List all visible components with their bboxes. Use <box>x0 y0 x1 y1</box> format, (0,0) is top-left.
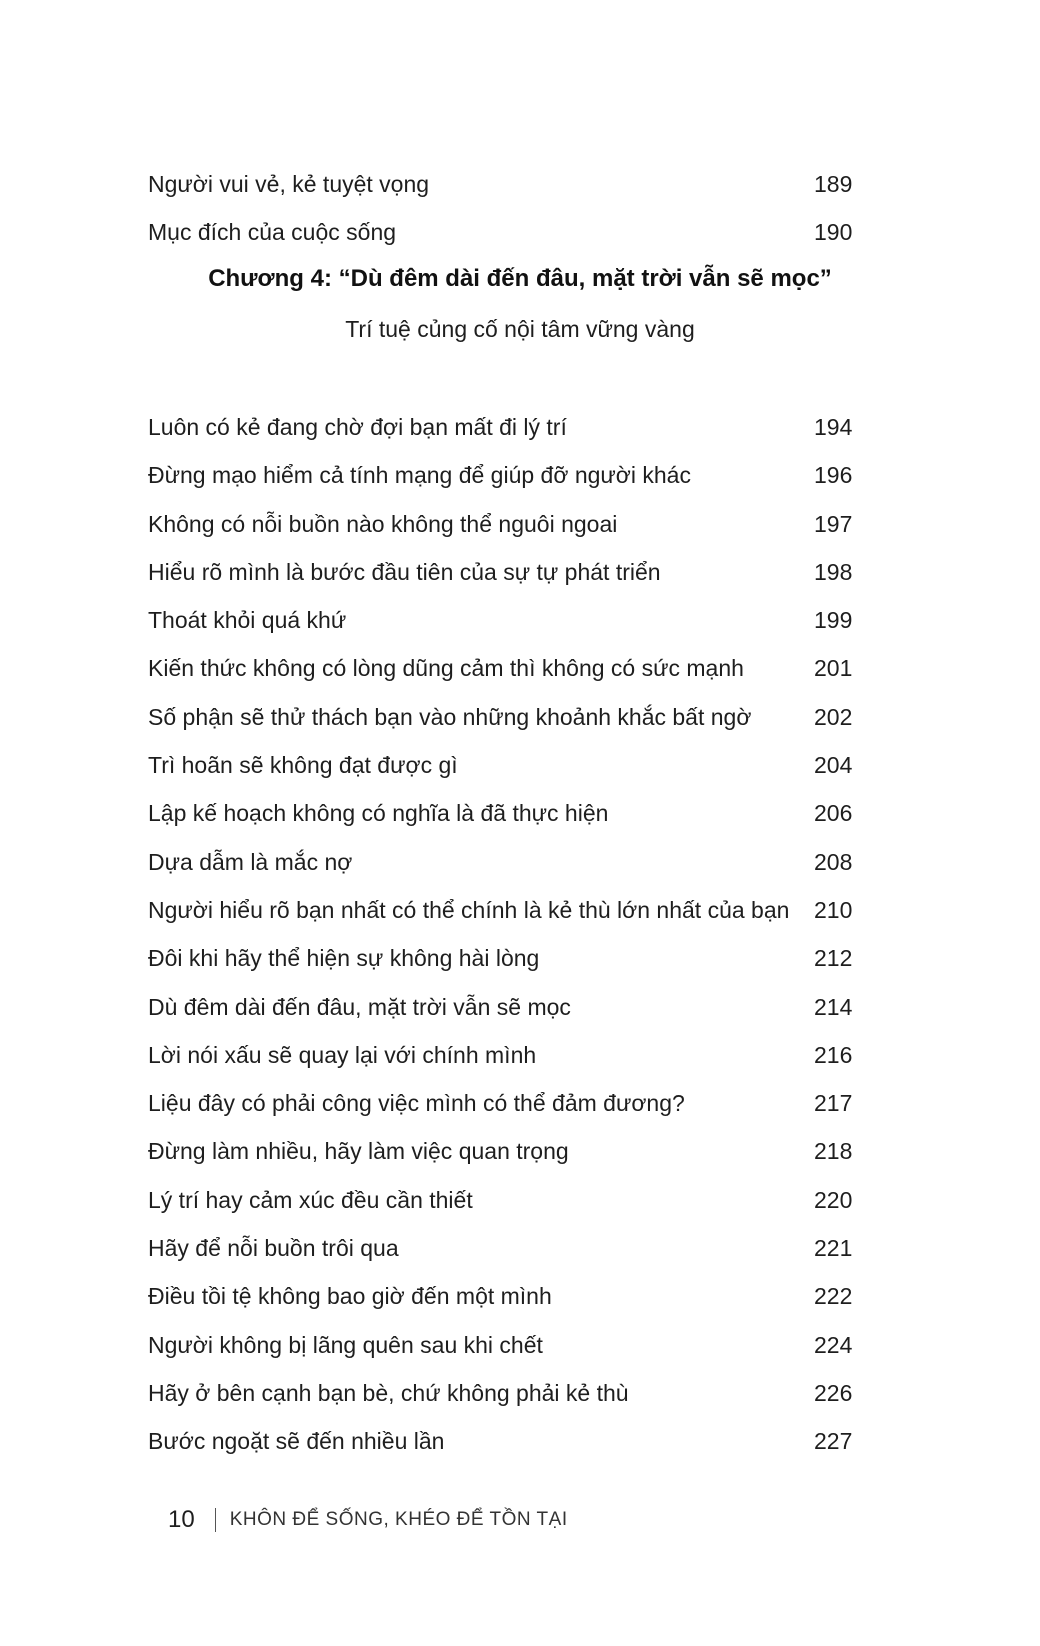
chapter-title: Chương 4: “Dù đêm dài đến đâu, mặt trời vẫn sẽ mọc” <box>208 265 832 292</box>
toc-entry-page: 201 <box>814 655 853 682</box>
toc-entry-title: Người vui vẻ, kẻ tuyệt vọng <box>148 171 430 197</box>
toc-entry <box>148 500 860 548</box>
toc-entry <box>148 741 860 789</box>
toc-entry <box>148 644 860 692</box>
toc-entry-title: Dựa dẫm là mắc nợ <box>148 848 353 875</box>
toc-entry <box>148 1369 860 1417</box>
toc-list-top <box>148 160 860 257</box>
toc-entry-page: 227 <box>814 1428 853 1455</box>
toc-entry-page: 218 <box>814 1138 853 1165</box>
toc-entry-title: Số phận sẽ thử thách bạn vào những khoảnh khắc bất ngờ <box>148 703 752 730</box>
toc-entry <box>148 1272 860 1320</box>
toc-entry <box>148 1224 860 1272</box>
toc-entry-page: 202 <box>814 703 853 730</box>
toc-entry-title: Lời nói xấu sẽ quay lại với chính mình <box>148 1041 537 1068</box>
toc-entry-page: 216 <box>814 1041 853 1068</box>
toc-entry-title: Đôi khi hãy thể hiện sự không hài lòng <box>148 945 540 972</box>
toc-entry-page: 221 <box>814 1235 853 1262</box>
toc-entry <box>148 693 860 741</box>
toc-entry-page: 198 <box>814 558 853 585</box>
toc-entry-title: Đừng mạo hiểm cả tính mạng để giúp đỡ người khác <box>148 462 691 489</box>
toc-entry-title: Người hiểu rõ bạn nhất có thể chính là kẻ thù lớn nhất của bạn <box>148 896 790 923</box>
chapter-subtitle: Trí tuệ củng cố nội tâm vững vàng <box>345 316 695 342</box>
toc-entry-page: 226 <box>814 1379 853 1406</box>
toc-entry-title: Lập kế hoạch không có nghĩa là đã thực hiện <box>148 800 609 827</box>
toc-entry-title: Không có nỗi buồn nào không thể nguôi ngoai <box>148 510 618 537</box>
toc-entry-page: 189 <box>814 171 853 197</box>
toc-list-main <box>148 403 860 1466</box>
toc-entry <box>148 1417 860 1465</box>
footer-book-title: KHÔN ĐỂ SỐNG, KHÉO ĐỂ TỒN TẠI <box>229 1509 568 1530</box>
toc-entry <box>148 789 860 837</box>
toc-entry-page: 199 <box>814 607 853 634</box>
toc-entry-page: 222 <box>814 1283 853 1310</box>
toc-entry-title: Liệu đây có phải công việc mình có thể đảm đương? <box>148 1090 685 1117</box>
footer-page-number: 10 <box>168 1506 195 1533</box>
page-footer <box>168 1500 568 1540</box>
toc-entry-page: 217 <box>814 1090 853 1117</box>
toc-entry <box>148 934 860 982</box>
toc-entry-title: Lý trí hay cảm xúc đều cần thiết <box>148 1186 473 1213</box>
toc-entry-title: Điều tồi tệ không bao giờ đến một mình <box>148 1283 552 1310</box>
toc-entry <box>148 886 860 934</box>
toc-entry-title: Trì hoãn sẽ không đạt được gì <box>148 752 458 779</box>
toc-entry <box>148 1176 860 1224</box>
toc-entry-page: 206 <box>814 800 853 827</box>
toc-entry <box>148 548 860 596</box>
toc-entry <box>148 1321 860 1369</box>
toc-entry <box>148 983 860 1031</box>
toc-entry <box>148 451 860 499</box>
toc-entry-page: 212 <box>814 945 853 972</box>
toc-entry-title: Bước ngoặt sẽ đến nhiều lần <box>148 1428 445 1455</box>
chapter-heading <box>0 259 1040 349</box>
toc-entry-title: Đừng làm nhiều, hãy làm việc quan trọng <box>148 1138 569 1165</box>
toc-entry-title: Hãy để nỗi buồn trôi qua <box>148 1235 399 1262</box>
toc-entry-title: Luôn có kẻ đang chờ đợi bạn mất đi lý trí <box>148 414 567 440</box>
toc-entry-page: 224 <box>814 1331 853 1358</box>
toc-entry-title: Kiến thức không có lòng dũng cảm thì không có sức mạnh <box>148 655 744 682</box>
toc-entry-title: Dù đêm dài đến đâu, mặt trời vẫn sẽ mọc <box>148 993 571 1020</box>
toc-entry-page: 196 <box>814 462 853 489</box>
toc-entry-page: 214 <box>814 993 853 1020</box>
toc-entry-title: Hãy ở bên cạnh bạn bè, chứ không phải kẻ thù <box>148 1379 629 1406</box>
toc-entry <box>148 1079 860 1127</box>
toc-entry-title: Người không bị lãng quên sau khi chết <box>148 1331 543 1358</box>
toc-entry-page: 194 <box>814 414 853 440</box>
toc-entry-title: Mục đích của cuộc sống <box>148 219 397 246</box>
toc-entry-title: Hiểu rõ mình là bước đầu tiên của sự tự phát triển <box>148 558 661 585</box>
toc-entry-page: 190 <box>814 219 853 246</box>
toc-entry-page: 210 <box>814 896 853 923</box>
toc-entry <box>148 596 860 644</box>
toc-entry-page: 220 <box>814 1186 853 1213</box>
toc-entry-title: Thoát khỏi quá khứ <box>148 607 347 634</box>
toc-entry <box>148 160 860 208</box>
toc-entry-page: 208 <box>814 848 853 875</box>
toc-entry <box>148 838 860 886</box>
footer-divider <box>215 1508 216 1532</box>
toc-entry <box>148 1031 860 1079</box>
toc-entry <box>148 403 860 451</box>
toc-entry <box>148 208 860 256</box>
toc-entry-page: 204 <box>814 752 853 779</box>
toc-entry-page: 197 <box>814 510 853 537</box>
toc-entry <box>148 1127 860 1175</box>
